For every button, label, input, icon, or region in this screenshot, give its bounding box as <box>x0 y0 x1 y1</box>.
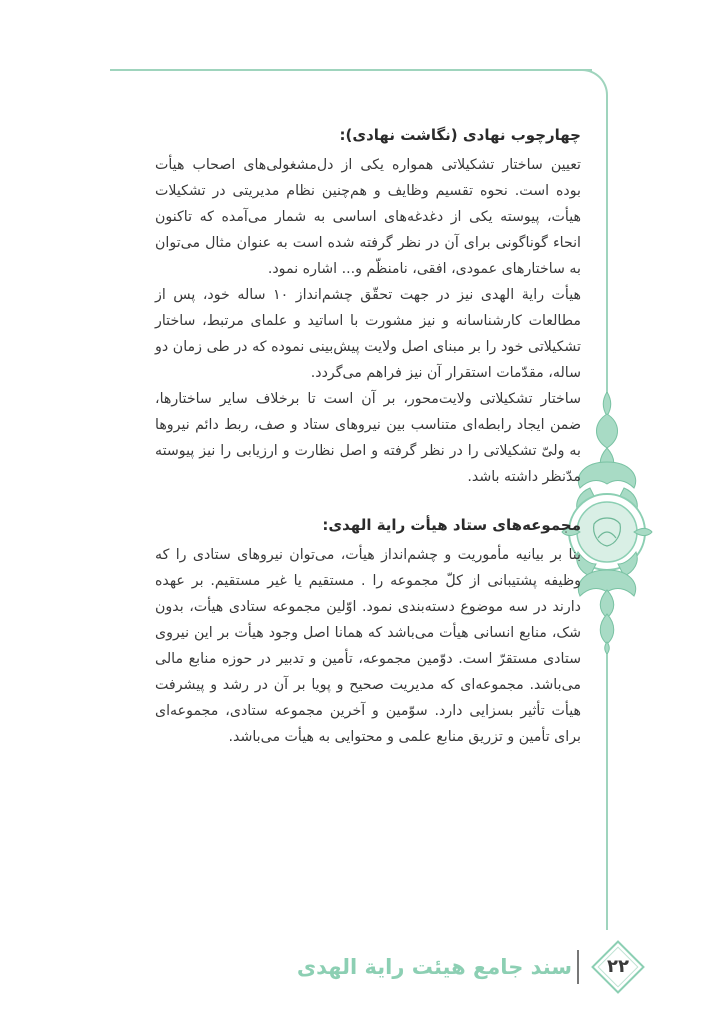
page-number: ۲۲ <box>607 956 629 977</box>
paragraph: ساختار تشکیلاتی ولایت‌محور، بر آن است تا برخلاف سایر ساختارها، ضمن ایجاد رابطه‌ای متناسب بین نیروهای ستاد و صف، ربط دائم نیروها به ولیّ تشکیلاتی را در نظر گرفته و اصل نظارت و ارزیابی را نیز پیوسته مدّنظر داشته باشد. <box>155 391 581 485</box>
frame-top-line <box>110 69 592 71</box>
document-title: سند جامع هیئت رایة الهدی <box>296 955 572 979</box>
frame-right-line-upper <box>606 95 608 395</box>
footer-divider <box>577 950 579 984</box>
paragraph: بنا بر بیانیه مأموریت و چشم‌انداز هیأت، می‌توان نیروهای ستادی را که وظیفه پشتیبانی از کلّ مجموعه را . مستقیم یا غیر مستقیم. بر عهده دارند در سه موضوع دسته‌بندی نمود. اوّلین مجموعه ستادی هیأت، بدون شک، منابع انسانی هیأت می‌باشد که همانا اصل وجود هیأت بر این نیروی ستادی مستقرّ است. دوّمین مجموعه، تأمین و تدبیر در حوزه منابع مالی می‌باشد. مجموعه‌ای که مدیریت صحیح و پویا بر آن در رشد و پیشرفت هیأت تأثیر بسزایی دارد. سوّمین و آخرین مجموعه ستادی، مجموعه‌ای برای تأمین و تزریق منابع علمی و محتوایی به هیأت می‌باشد. <box>155 547 581 745</box>
frame-corner <box>580 69 608 97</box>
section-heading-staff-units: مجموعه‌های ستاد هیأت رایة الهدی: <box>322 516 581 534</box>
paragraph: تعیین ساختار تشکیلاتی همواره یکی از دل‌مشغولی‌های اصحاب هیأت بوده است. نحوه تقسیم وظایف و هم‌چنین نظام مدیریتی در تشکیلات هیأت، پیوسته یکی از دغدغه‌های اساسی به شمار می‌آمده که تاکنون انحاء گوناگونی برای آن در نظر گرفته شده است به عنوان مثال می‌توان به ساختارهای عمودی، افقی، نامنظّم و... اشاره نمود. <box>155 157 581 277</box>
frame-right-line-lower <box>606 650 608 930</box>
main-content <box>155 122 581 750</box>
paragraph: هیأت رایة الهدی نیز در جهت تحقّق چشم‌انداز ۱۰ ساله خود، پس از مطالعات کارشناسانه و نیز مشورت با اساتید و علمای مرتبط، ساختار تشکیلاتی خود را بر مبنای اصل ولایت پیش‌بینی نموده که در طی زمان دو ساله، مقدّمات استقرار آن نیز فراهم می‌گردد. <box>155 287 581 381</box>
section-heading-institutional-framework: چهارچوب نهادی (نگاشت نهادی): <box>339 126 581 144</box>
